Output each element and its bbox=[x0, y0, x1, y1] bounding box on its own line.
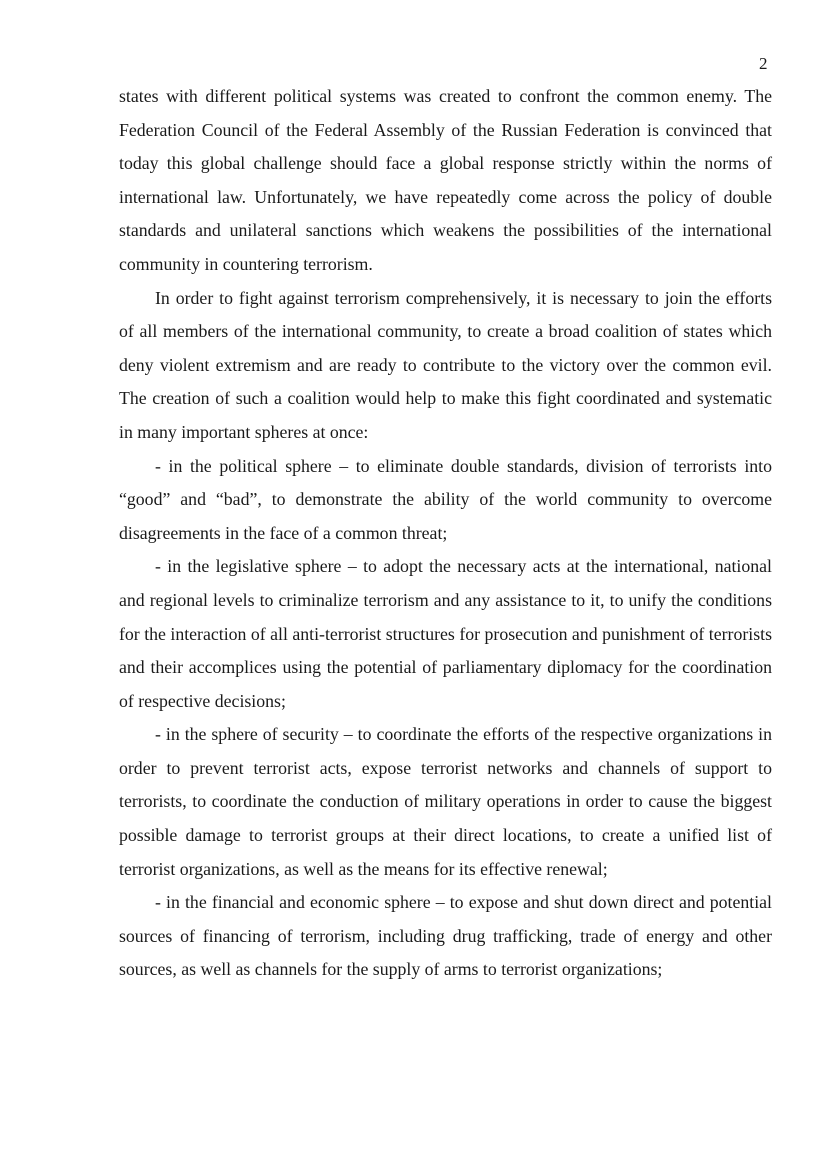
paragraph-continuation: states with different political systems was created to confront the common enemy. The Federation Council of the Federal Assembly of the Russian Federation is convinced that today this global challenge should face a global response strictly within the norms of international law. Unfortunately, we have repeatedly come across the policy of double standards and unilateral sanctions which weakens the possibilities of the international community in countering terrorism. bbox=[119, 86, 772, 274]
document-body bbox=[119, 80, 772, 987]
list-item-financial-sphere: - in the financial and economic sphere – to expose and shut down direct and potential sources of financing of terrorism, including drug trafficking, trade of energy and other sources, as well as channels for the supply of arms to terrorist organizations; bbox=[119, 892, 772, 980]
page-number: 2 bbox=[759, 54, 768, 73]
list-item-political-sphere: - in the political sphere – to eliminate double standards, division of terrorists into “good” and “bad”, to demonstrate the ability of the world community to overcome disagreements in the face of a common threat; bbox=[119, 455, 772, 543]
list-item-legislative-sphere: - in the legislative sphere – to adopt the necessary acts at the international, national and regional levels to criminalize terrorism and any assistance to it, to unify the conditions for the interaction of all anti-terrorist structures for prosecution and punishment of terrorists and their accomplices using the potential of parliamentary diplomacy for the coordination of respective decisions; bbox=[119, 556, 772, 711]
list-item-security-sphere: - in the sphere of security – to coordinate the efforts of the respective organizations in order to prevent terrorist acts, expose terrorist networks and channels of support to terrorists, to coordinate the conduction of military operations in order to cause the biggest possible damage to terrorist groups at their direct locations, to create a unified list of terrorist organizations, as well as the means for its effective renewal; bbox=[119, 724, 772, 879]
paragraph-coalition: In order to fight against terrorism comprehensively, it is necessary to join the efforts of all members of the international community, to create a broad coalition of states which deny violent extremism and are ready to contribute to the victory over the common evil. The creation of such a coalition would help to make this fight coordinated and systematic in many important spheres at once: bbox=[119, 287, 772, 442]
